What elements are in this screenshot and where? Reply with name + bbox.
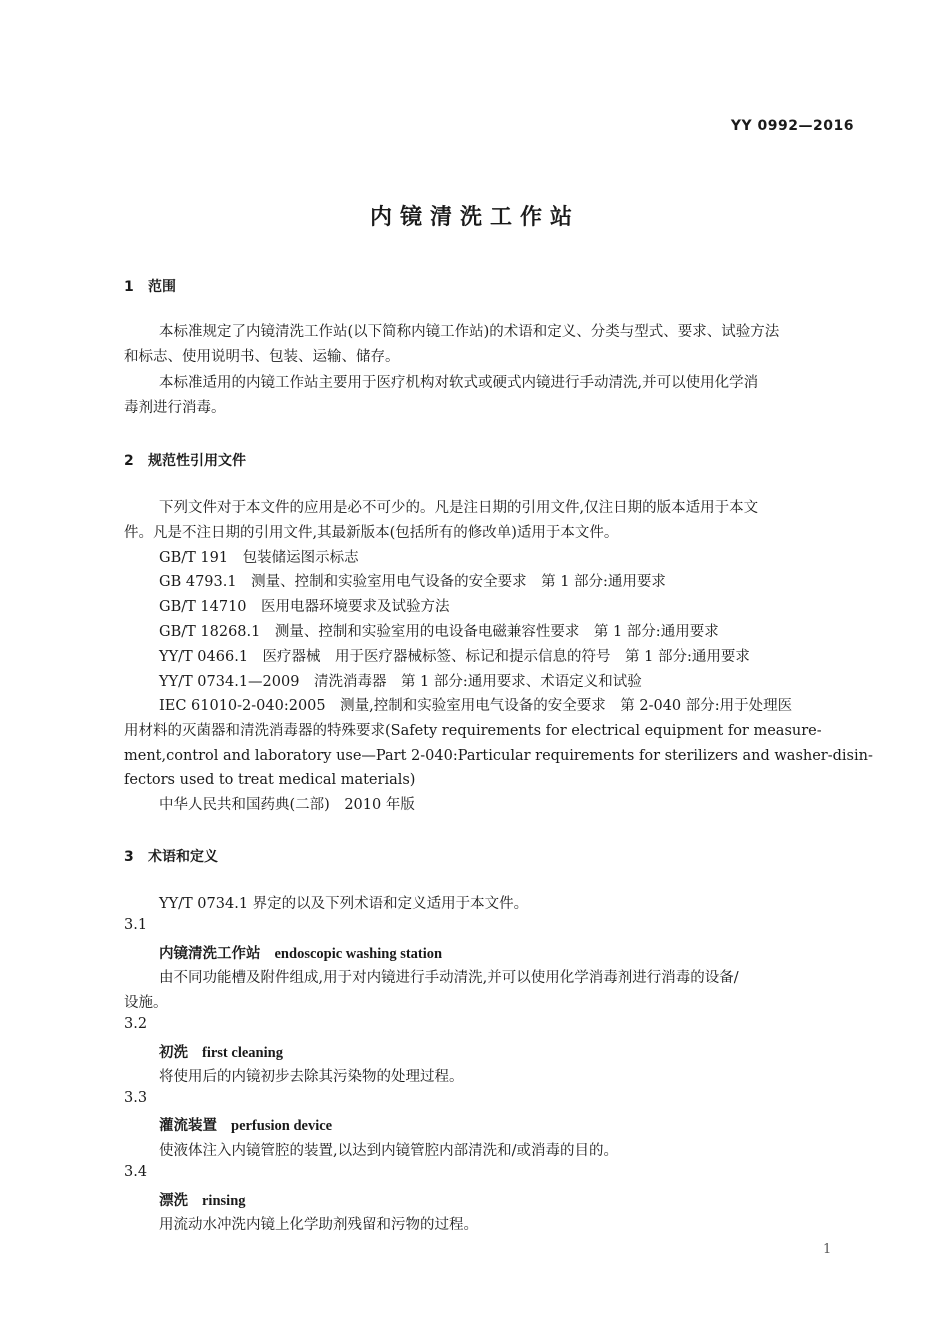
paragraph-line: 毒剂进行消毒。 — [124, 400, 226, 416]
reference-item: GB/T 14710 医用电器环境要求及试验方法 — [159, 599, 450, 615]
page-number: 1 — [823, 1242, 832, 1257]
term-heading — [159, 1114, 332, 1135]
section-number: 2 — [124, 453, 134, 469]
reference-item: GB/T 18268.1 测量、控制和实验室用的电设备电磁兼容性要求 第 1 部分:通用要求 — [159, 624, 719, 640]
term-en: perfusion device — [231, 1118, 333, 1134]
standard-code: YY 0992—2016 — [730, 118, 854, 134]
paragraph-line: 本标准规定了内镜清洗工作站(以下简称内镜工作站)的术语和定义、分类与型式、要求、试验方法 — [159, 324, 780, 340]
section-number: 3 — [124, 849, 134, 865]
section-3-heading — [124, 846, 218, 866]
term-zh: 初洗 — [159, 1045, 188, 1061]
definition-line: 使液体注入内镜管腔的装置,以达到内镜管腔内部清洗和/或消毒的目的。 — [159, 1143, 618, 1159]
reference-item-continued: fectors used to treat medical materials) — [124, 772, 416, 788]
definition-line: 用流动水冲洗内镜上化学助剂残留和污物的过程。 — [159, 1217, 478, 1233]
reference-item: IEC 61010-2-040:2005 测量,控制和实验室用电气设备的安全要求 第 2-040 部分:用于处理医 — [159, 698, 793, 714]
term-en: first cleaning — [202, 1045, 283, 1061]
paragraph-line: YY/T 0734.1 界定的以及下列术语和定义适用于本文件。 — [159, 896, 529, 912]
paragraph-line: 本标准适用的内镜工作站主要用于医疗机构对软式或硬式内镜进行手动清洗,并可以使用化学消 — [159, 375, 759, 391]
paragraph-line: 下列文件对于本文件的应用是必不可少的。凡是注日期的引用文件,仅注日期的版本适用于本文 — [159, 500, 759, 516]
section-title: 范围 — [148, 279, 176, 295]
document-title: 内镜清洗工作站 — [369, 205, 580, 230]
definition-line: 设施。 — [124, 995, 168, 1011]
term-heading — [159, 1041, 283, 1062]
section-1-heading — [124, 276, 176, 296]
section-title: 术语和定义 — [148, 849, 218, 865]
term-zh: 漂洗 — [159, 1193, 188, 1209]
section-2-heading — [124, 450, 246, 470]
term-heading — [159, 1189, 246, 1210]
reference-item-continued: ment,control and laboratory use—Part 2-040:Particular requirements for sterilizers and washer-disin- — [124, 748, 873, 764]
definition-line: 由不同功能槽及附件组成,用于对内镜进行手动清洗,并可以使用化学消毒剂进行消毒的设备/ — [159, 970, 739, 986]
paragraph-line: 件。凡是不注日期的引用文件,其最新版本(包括所有的修改单)适用于本文件。 — [124, 525, 619, 541]
clause-number: 3.2 — [124, 1016, 148, 1032]
definition-line: 将使用后的内镜初步去除其污染物的处理过程。 — [159, 1069, 464, 1085]
clause-number: 3.3 — [124, 1090, 148, 1106]
reference-item-continued: 用材料的灭菌器和清洗消毒器的特殊要求(Safety requirements for electrical equipment for measure- — [124, 723, 822, 739]
term-en: endoscopic washing station — [274, 946, 443, 962]
clause-number: 3.1 — [124, 917, 148, 933]
reference-item: GB/T 191 包装储运图示标志 — [159, 550, 359, 566]
term-zh: 内镜清洗工作站 — [159, 946, 261, 962]
term-en: rinsing — [202, 1193, 246, 1209]
section-title: 规范性引用文件 — [148, 453, 246, 469]
clause-number: 3.4 — [124, 1164, 148, 1180]
reference-item: YY/T 0734.1—2009 清洗消毒器 第 1 部分:通用要求、术语定义和试验 — [159, 674, 642, 690]
reference-item: 中华人民共和国药典(二部) 2010 年版 — [159, 797, 415, 813]
reference-item: YY/T 0466.1 医疗器械 用于医疗器械标签、标记和提示信息的符号 第 1 部分:通用要求 — [159, 649, 750, 665]
term-zh: 灌流装置 — [159, 1118, 217, 1134]
term-heading — [159, 942, 442, 963]
section-number: 1 — [124, 279, 134, 295]
reference-item: GB 4793.1 测量、控制和实验室用电气设备的安全要求 第 1 部分:通用要求 — [159, 574, 666, 590]
paragraph-line: 和标志、使用说明书、包装、运输、储存。 — [124, 349, 400, 365]
